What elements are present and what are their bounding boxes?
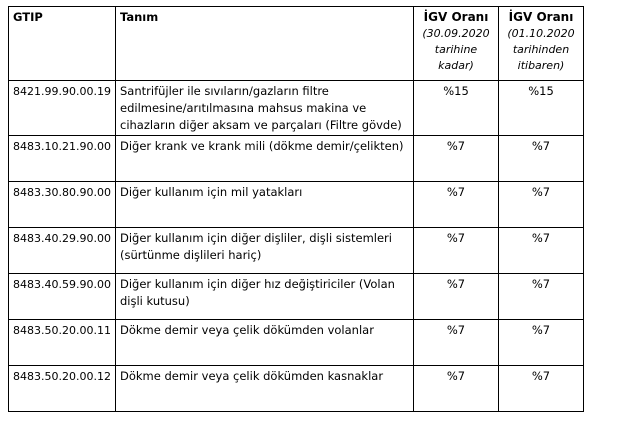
cell-description: Diğer kullanım için diğer dişliler, dişli sistemleri (sürtünme dişlileri hariç): [116, 228, 414, 274]
cell-rate-after: %7: [499, 366, 584, 412]
header-description: Tanım: [116, 7, 414, 81]
table-row: [9, 274, 584, 320]
cell-code: 8483.10.21.90.00: [9, 136, 116, 182]
cell-rate-after: %7: [499, 228, 584, 274]
cell-rate-before: %15: [414, 81, 499, 136]
cell-description: Dökme demir veya çelik dökümden kasnaklar: [116, 366, 414, 412]
cell-rate-after: %7: [499, 136, 584, 182]
cell-code: 8421.99.90.00.19: [9, 81, 116, 136]
cell-code: 8483.30.80.90.00: [9, 182, 116, 228]
header-code: GTIP: [9, 7, 116, 81]
cell-description: Diğer kullanım için diğer hız değiştiriciler (Volan dişli kutusu): [116, 274, 414, 320]
cell-code: 8483.50.20.00.11: [9, 320, 116, 366]
cell-rate-before: %7: [414, 182, 499, 228]
tariff-table: [8, 6, 584, 412]
cell-description: Dökme demir veya çelik dökümden volanlar: [116, 320, 414, 366]
cell-rate-after: %7: [499, 274, 584, 320]
header-rate-before-note: (30.09.2020 tarihine kadar): [422, 27, 490, 72]
header-rate-before: [414, 7, 499, 81]
header-row: [9, 7, 584, 81]
table-row: [9, 81, 584, 136]
cell-description: Diğer kullanım için mil yatakları: [116, 182, 414, 228]
cell-rate-after: %7: [499, 182, 584, 228]
table-row: [9, 182, 584, 228]
cell-rate-before: %7: [414, 274, 499, 320]
cell-code: 8483.40.29.90.00: [9, 228, 116, 274]
table-row: [9, 136, 584, 182]
cell-rate-after: %7: [499, 320, 584, 366]
table-row: [9, 320, 584, 366]
cell-rate-before: %7: [414, 228, 499, 274]
cell-description: Diğer krank ve krank mili (dökme demir/çelikten): [116, 136, 414, 182]
table-row: [9, 366, 584, 412]
table-row: [9, 228, 584, 274]
header-rate-after-note: (01.10.2020 tarihinden itibaren): [507, 27, 575, 72]
cell-rate-before: %7: [414, 136, 499, 182]
header-rate-before-title: İGV Oranı: [423, 10, 489, 24]
cell-rate-before: %7: [414, 320, 499, 366]
cell-rate-after: %15: [499, 81, 584, 136]
cell-description: Santrifüjler ile sıvıların/gazların filtre edilmesine/arıtılmasına mahsus makina ve cihazların diğer aksam ve parçaları (Filtre gövde): [116, 81, 414, 136]
cell-rate-before: %7: [414, 366, 499, 412]
cell-code: 8483.50.20.00.12: [9, 366, 116, 412]
header-rate-after-title: İGV Oranı: [508, 10, 574, 24]
header-rate-after: [499, 7, 584, 81]
cell-code: 8483.40.59.90.00: [9, 274, 116, 320]
